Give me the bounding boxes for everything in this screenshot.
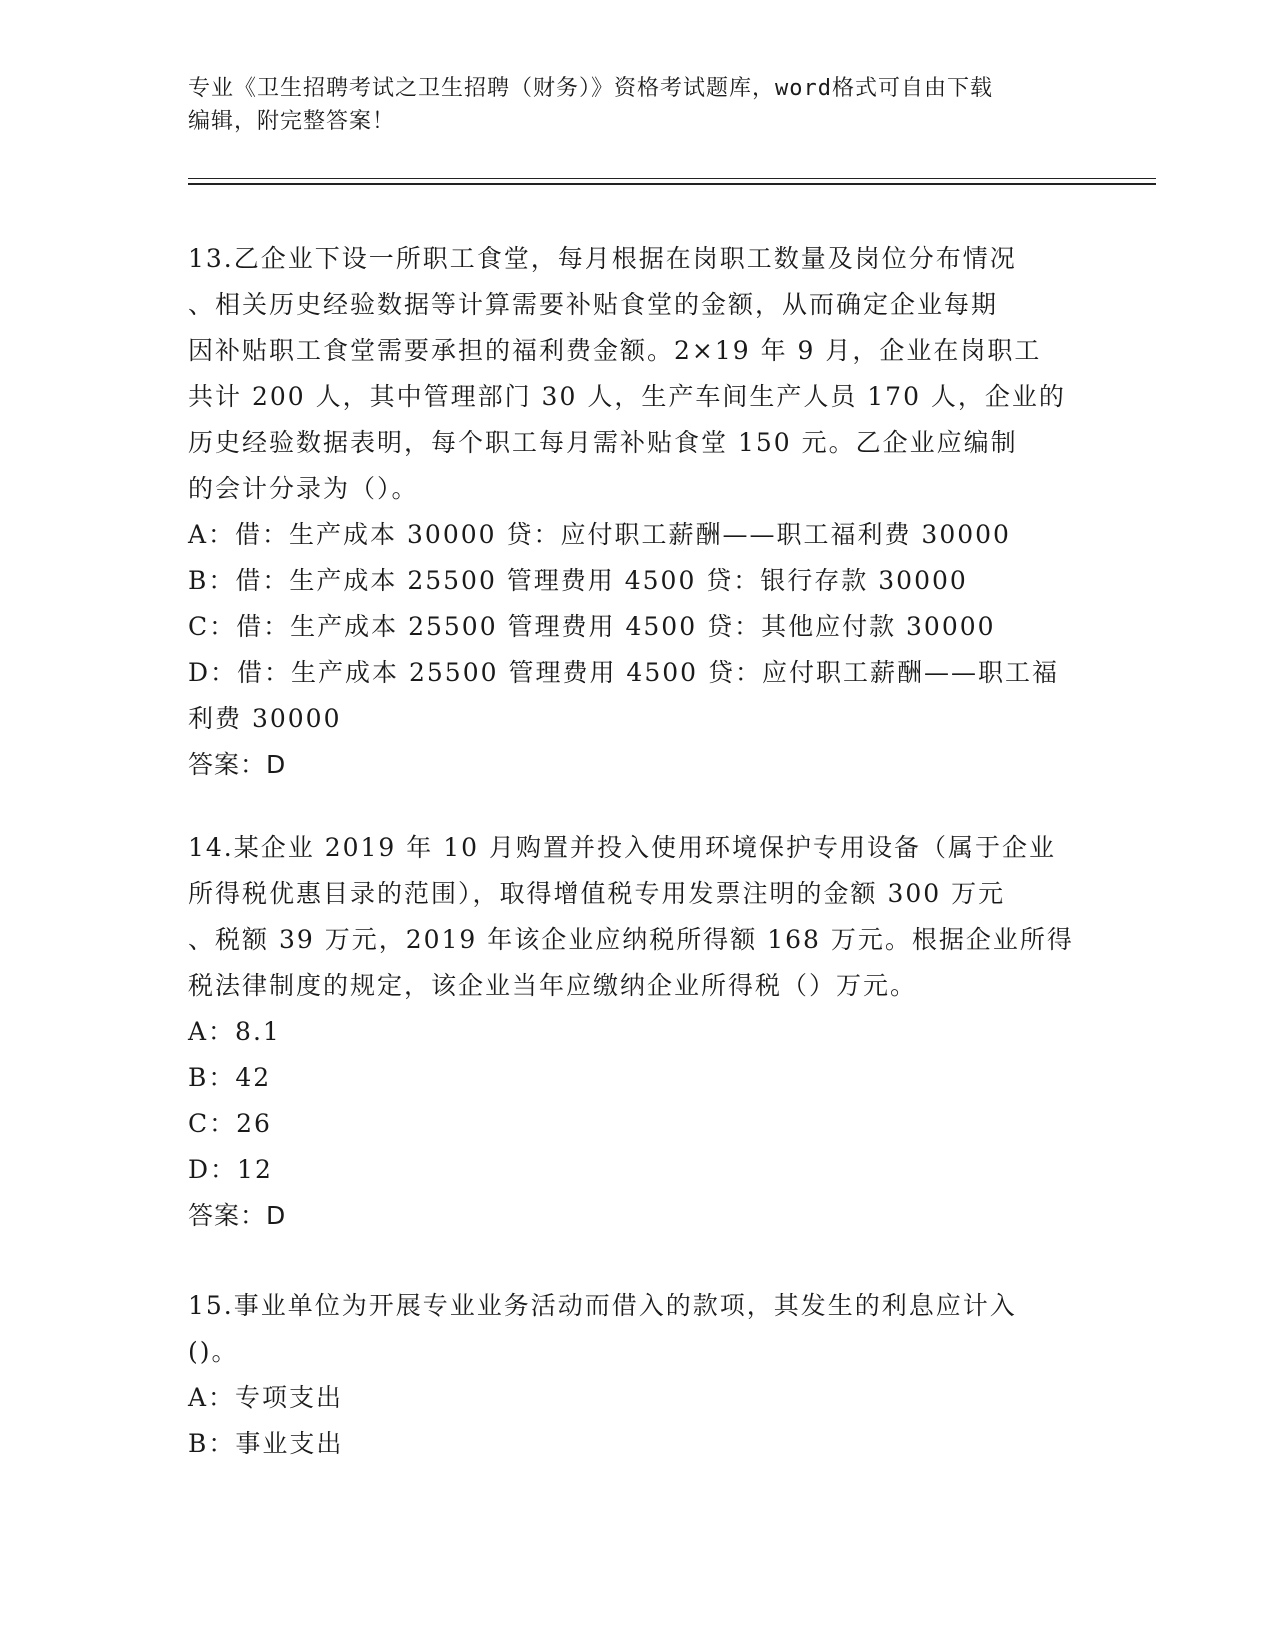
stem-line: 所得税优惠目录的范围），取得增值税专用发票注明的金额 300 万元: [188, 879, 1006, 908]
option-b: B：事业支出: [188, 1429, 344, 1458]
answer-label: 答案：D: [188, 750, 287, 779]
stem-line: 税法律制度的规定，该企业当年应缴纳企业所得税（）万元。: [188, 971, 918, 1000]
answer-label: 答案：D: [188, 1201, 287, 1230]
document-header: [188, 72, 1088, 138]
stem-line: 、税额 39 万元，2019 年该企业应纳税所得额 168 万元。根据企业所得: [188, 925, 1074, 954]
option-a: A：8.1: [188, 1017, 281, 1046]
stem-line: 历史经验数据表明，每个职工每月需补贴食堂 150 元。乙企业应编制: [188, 428, 1018, 457]
stem-line: 15.事业单位为开展专业业务活动而借入的款项，其发生的利息应计入: [188, 1291, 1017, 1320]
stem-line: 13.乙企业下设一所职工食堂，每月根据在岗职工数量及岗位分布情况: [188, 244, 1017, 273]
option-d: D：借：生产成本 25500 管理费用 4500 贷：应付职工薪酬——职工福: [188, 658, 1059, 687]
header-line-2: 编辑，附完整答案！: [188, 109, 396, 134]
stem-line: 共计 200 人，其中管理部门 30 人，生产车间生产人员 170 人，企业的: [188, 382, 1066, 411]
option-b: B：42: [188, 1063, 272, 1092]
question-stem: [188, 236, 1088, 512]
stem-line: 14.某企业 2019 年 10 月购置并投入使用环境保护专用设备（属于企业: [188, 833, 1056, 862]
question-stem: [188, 825, 1088, 1009]
option-a: A：专项支出: [188, 1383, 344, 1412]
header-divider-thin: [188, 178, 1156, 179]
stem-line: ()。: [188, 1337, 239, 1366]
question-stem: [188, 1283, 1088, 1375]
option-b: B：借：生产成本 25500 管理费用 4500 贷：银行存款 30000: [188, 566, 968, 595]
stem-line: 的会计分录为（）。: [188, 474, 419, 503]
option-d: D：12: [188, 1155, 273, 1184]
option-c: C：26: [188, 1109, 272, 1138]
option-a: A：借：生产成本 30000 贷：应付职工薪酬——职工福利费 30000: [188, 520, 1011, 549]
stem-line: 、相关历史经验数据等计算需要补贴食堂的金额，从而确定企业每期: [188, 290, 999, 319]
question-15: [188, 1283, 1088, 1467]
question-13: [188, 236, 1088, 788]
stem-line: 因补贴职工食堂需要承担的福利费金额。2×19 年 9 月，企业在岗职工: [188, 336, 1042, 365]
question-14: [188, 825, 1088, 1239]
header-line-1: 专业《卫生招聘考试之卫生招聘（财务）》资格考试题库，word格式可自由下载: [188, 76, 993, 101]
option-d-continued: 利费 30000: [188, 704, 342, 733]
header-divider-thick: [188, 183, 1156, 185]
option-c: C：借：生产成本 25500 管理费用 4500 贷：其他应付款 30000: [188, 612, 996, 641]
